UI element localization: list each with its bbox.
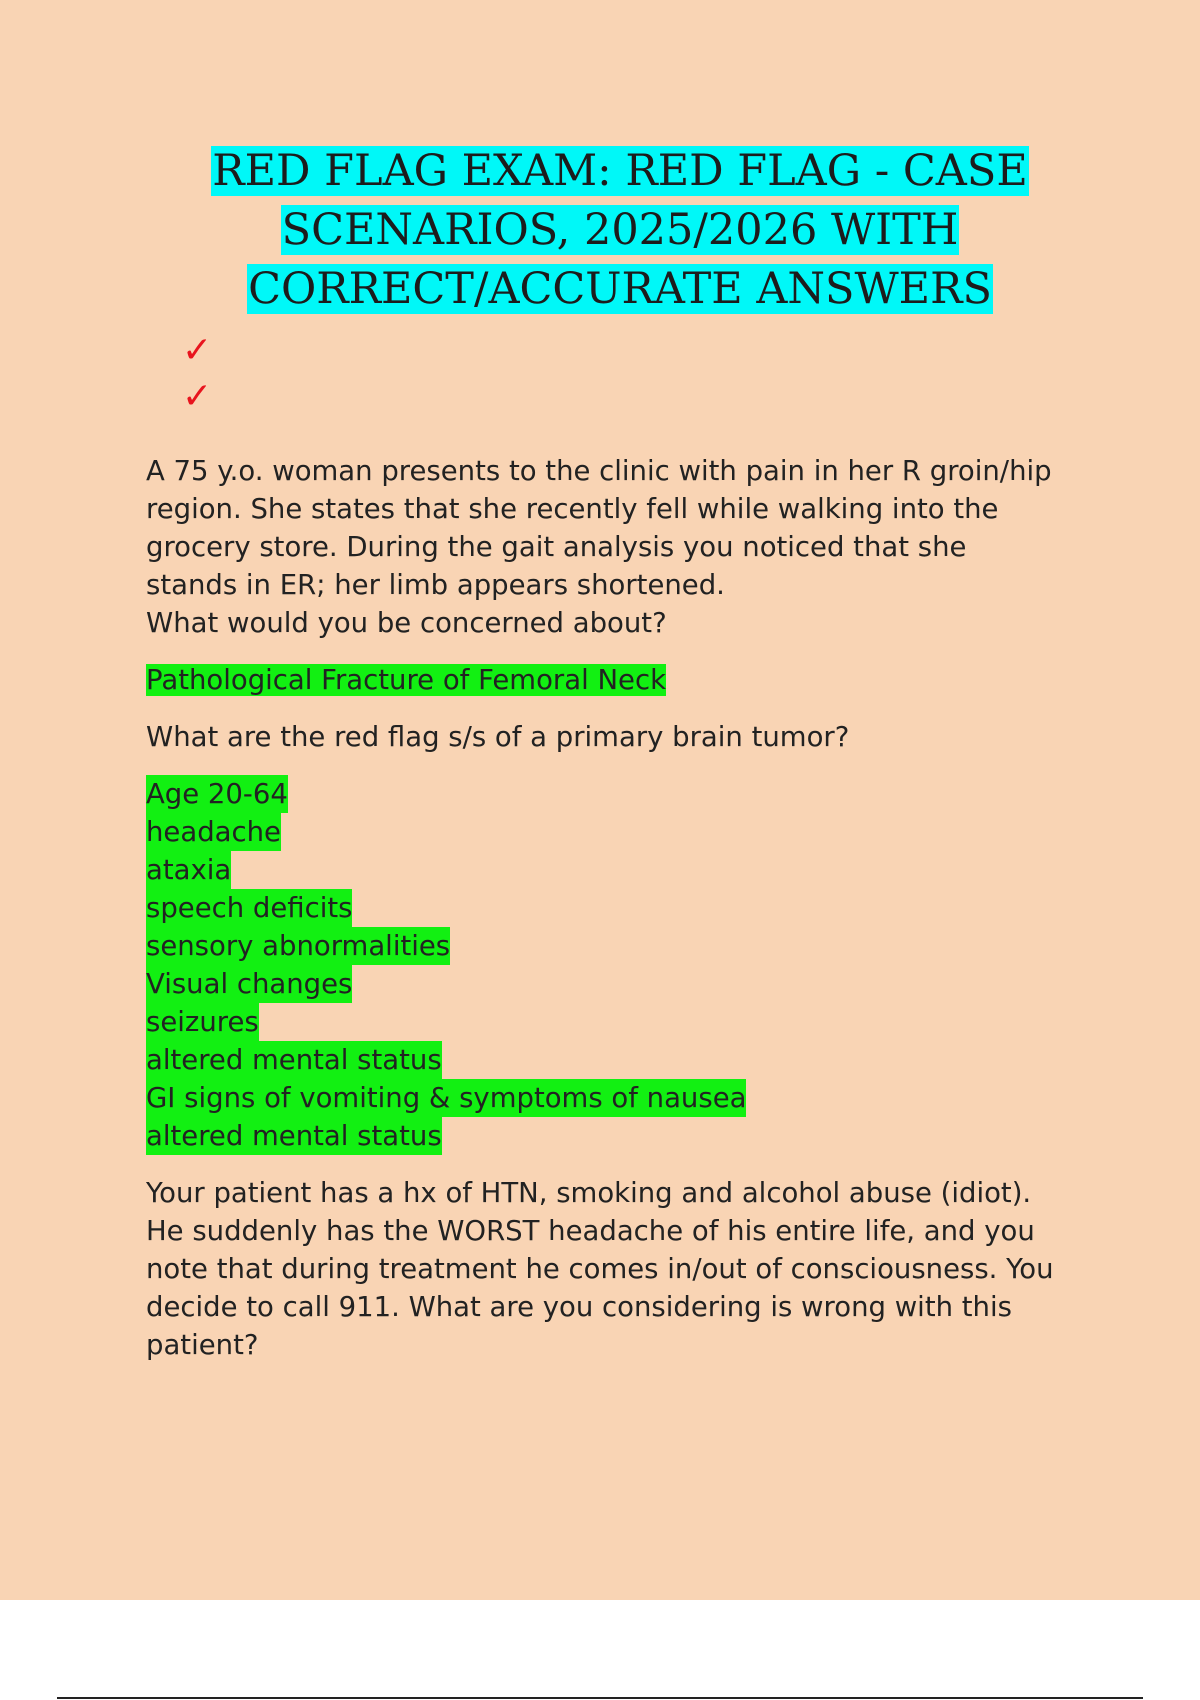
question-1 <box>146 452 1106 642</box>
question-1-line: grocery store. During the gait analysis you noticed that she <box>146 531 967 563</box>
title-line-3: CORRECT/ACCURATE ANSWERS <box>248 264 992 314</box>
answer-item: Visual changes <box>146 965 352 1003</box>
answer-item: sensory abnormalities <box>146 927 450 965</box>
answer-item: altered mental status <box>146 1041 442 1079</box>
answer-1-text: Pathological Fracture of Femoral Neck <box>146 664 666 696</box>
title-line-1: RED FLAG EXAM: RED FLAG - CASE <box>212 146 1028 196</box>
answer-item: speech deficits <box>146 889 352 927</box>
checkmark-list <box>182 328 212 420</box>
answer-item: headache <box>146 813 281 851</box>
answer-item: ataxia <box>146 851 231 889</box>
question-1-line: A 75 y.o. woman presents to the clinic with pain in her R groin/hip <box>146 455 1052 487</box>
checkmark-icon: ✓ <box>182 376 213 417</box>
answer-item: seizures <box>146 1003 259 1041</box>
question-1-line: stands in ER; her limb appears shortened. <box>146 569 725 601</box>
question-3-line: note that during treatment he comes in/out of consciousness. You <box>146 1253 1054 1285</box>
question-2: What are the red flag s/s of a primary brain tumor? <box>146 721 850 753</box>
question-3-line: Your patient has a hx of HTN, smoking and alcohol abuse (idiot). <box>146 1177 1032 1209</box>
question-3-line: decide to call 911. What are you considering is wrong with this <box>146 1291 1012 1323</box>
answer-item: altered mental status <box>146 1117 442 1155</box>
question-3-line: patient? <box>146 1329 259 1361</box>
question-1-line: region. She states that she recently fell while walking into the <box>146 493 999 525</box>
footer-divider <box>57 1697 1143 1699</box>
title-line-2: SCENARIOS, 2025/2026 WITH <box>281 205 959 255</box>
answer-2-list <box>146 775 1106 1155</box>
answer-1 <box>146 661 1106 699</box>
question-3-line: He suddenly has the WORST headache of his entire life, and you <box>146 1215 1035 1247</box>
document-body <box>146 452 1106 1364</box>
question-1-line: What would you be concerned about? <box>146 607 667 639</box>
answer-item: Age 20-64 <box>146 775 288 813</box>
answer-item: GI signs of vomiting & symptoms of nausea <box>146 1079 746 1117</box>
question-3 <box>146 1174 1106 1364</box>
document-title <box>140 142 1100 319</box>
checkmark-icon: ✓ <box>182 330 213 371</box>
